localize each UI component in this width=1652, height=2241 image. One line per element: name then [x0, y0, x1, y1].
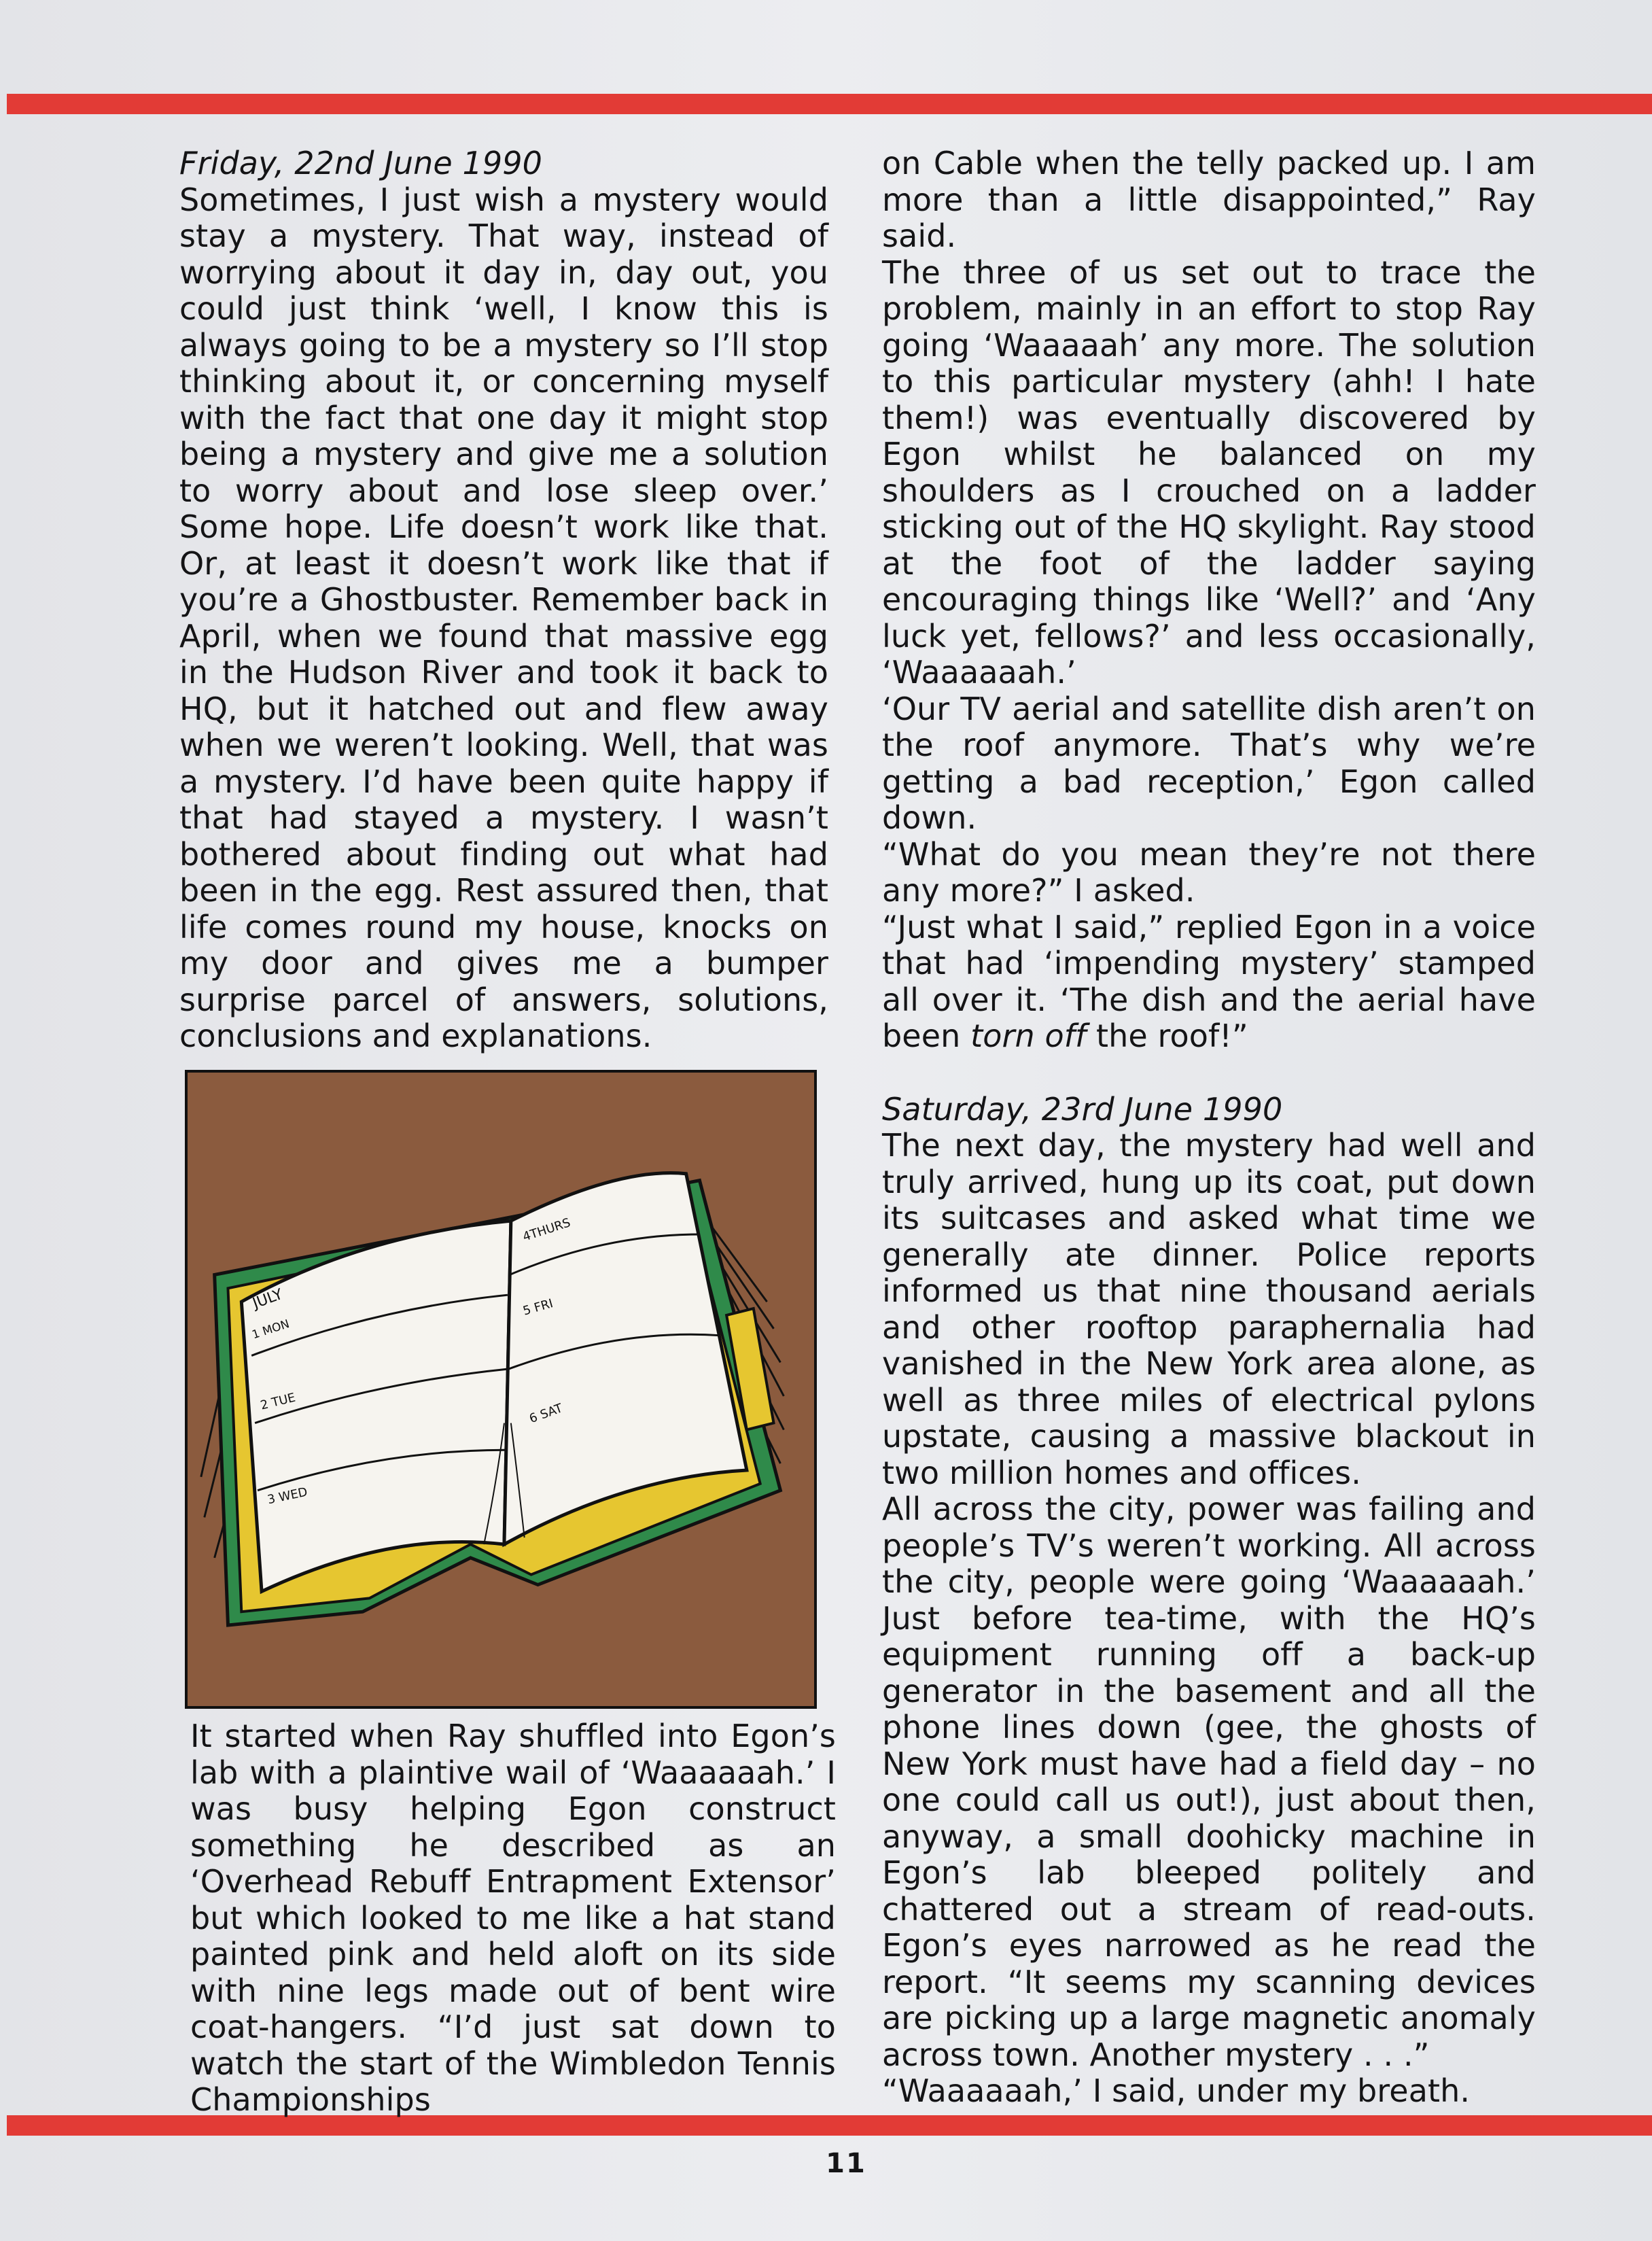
date-heading-saturday: Saturday, 23rd June 1990 — [882, 1090, 1283, 1128]
right-paragraph-5-end: the roof!” — [1086, 1018, 1248, 1054]
intro-paragraph: Sometimes, I just wish a mystery would stay a mystery. That way, instead of worrying about it day in, day out, you could just think ‘well, I know this is always going to be a mystery so I’ll stop thinking about it, or concerning myself with the fact that one day it might stop being a mystery and give me a solution to worry about and lose sleep over.’ Some hope. Life doesn’t work like that. Or, at least it doesn’t work like that if you’re a Ghostbuster. Remember back in April, when we found that massive egg in the Hudson River and took it back to HQ, but it hatched out and flew away when we weren’t looking. Well, that was a mystery. I’d have been quite happy if that had stayed a mystery. I wasn’t bothered about finding out what had been in the egg. Rest assured then, that life comes round my house, knocks on my door and gives me a bumper surprise parcel of answers, solutions, conclusions and explanations. — [179, 181, 828, 1054]
diary-illustration — [185, 1070, 817, 1709]
open-diary-drawing — [188, 1073, 814, 1706]
left-column — [179, 145, 828, 1055]
diary-month-label: JULY — [250, 1285, 285, 1313]
right-paragraph-6: The next day, the mystery had well and truly arrived, hung up its coat, put down its suitcases and asked what time we generally ate dinner. Police reports informed us that nine thousand aerials and other rooftop paraphernalia had vanished in the New York area alone, as well as three miles of electrical pylons upstate, causing a massive blackout in two million homes and offices. — [882, 1127, 1536, 1491]
left-column-lower — [190, 1718, 836, 2119]
page-number: 11 — [826, 2148, 866, 2179]
diary-day-6: 6 SAT — [527, 1401, 565, 1427]
section-gap — [882, 1055, 1536, 1092]
right-paragraph-4: “What do you mean they’re not there any more?” I asked. — [882, 835, 1536, 909]
right-paragraph-5 — [882, 909, 1536, 1055]
right-paragraph-5-emphasis: torn off — [970, 1018, 1087, 1054]
diary-day-3: 3 WED — [266, 1484, 309, 1508]
bottom-accent-bar — [7, 2115, 1652, 2136]
diary-day-5: 5 FRI — [521, 1296, 555, 1319]
diary-day-2: 2 TUE — [259, 1390, 297, 1413]
right-paragraph-5-start: “Just what I said,” replied Egon in a voice that had ‘impending mystery’ stamped all over it. ‘The dish and the aerial have been — [882, 908, 1536, 1054]
story-paragraph-ray: It started when Ray shuffled into Egon’s lab with a plaintive wail of ‘Waaaaaah.’ I was busy helping Egon construct something he described as an ‘Overhead Rebuff Entrapment Extensor’ but which looked to me like a hat stand painted pink and held aloft on its side with nine legs made out of bent wire coat-hangers. “I’d just sat down to watch the start of the Wimbledon Tennis Championships — [190, 1718, 836, 2118]
diary-day-1: 1 MON — [250, 1316, 292, 1342]
right-paragraph-3: ‘Our TV aerial and satellite dish aren’t on the roof anymore. That’s why we’re getting a bad reception,’ Egon called down. — [882, 690, 1536, 836]
top-accent-bar — [7, 94, 1652, 114]
right-paragraph-2: The three of us set out to trace the problem, mainly in an effort to stop Ray going ‘Waaaaah’ any more. The solution to this particular mystery (ahh! I hate them!) was eventually discovered by Egon whilst he balanced on my shoulders as I crouched on a ladder sticking out of the HQ skylight. Ray stood at the foot of the ladder saying encouraging things like ‘Well?’ and ‘Any luck yet, fellows?’ and less occasionally, ‘Waaaaaah.’ — [882, 254, 1536, 691]
right-paragraph-8: “Waaaaaah,’ I said, under my breath. — [882, 2072, 1471, 2109]
right-paragraph-1: on Cable when the telly packed up. I am more than a little disappointed,” Ray said. — [882, 145, 1536, 254]
diary-day-4: 4THURS — [521, 1215, 573, 1245]
right-column — [882, 145, 1536, 2110]
date-heading-friday: Friday, 22nd June 1990 — [179, 145, 543, 181]
right-paragraph-7: All across the city, power was failing and people’s TV’s weren’t working. All across the city, people were going ‘Waaaaaah.’ Just before tea-time, with the HQ’s equipment running off a back-up generator in the basement and all the phone lines down (gee, the ghosts of New York must have had a field day – no one could call us out!), just about then, anyway, a small doohicky machine in Egon’s lab bleeped politely and chattered out a stream of read-outs. Egon’s eyes narrowed as he read the report. “It seems my scanning devices are picking up a large magnetic anomaly across town. Another mystery . . .” — [882, 1491, 1536, 2073]
